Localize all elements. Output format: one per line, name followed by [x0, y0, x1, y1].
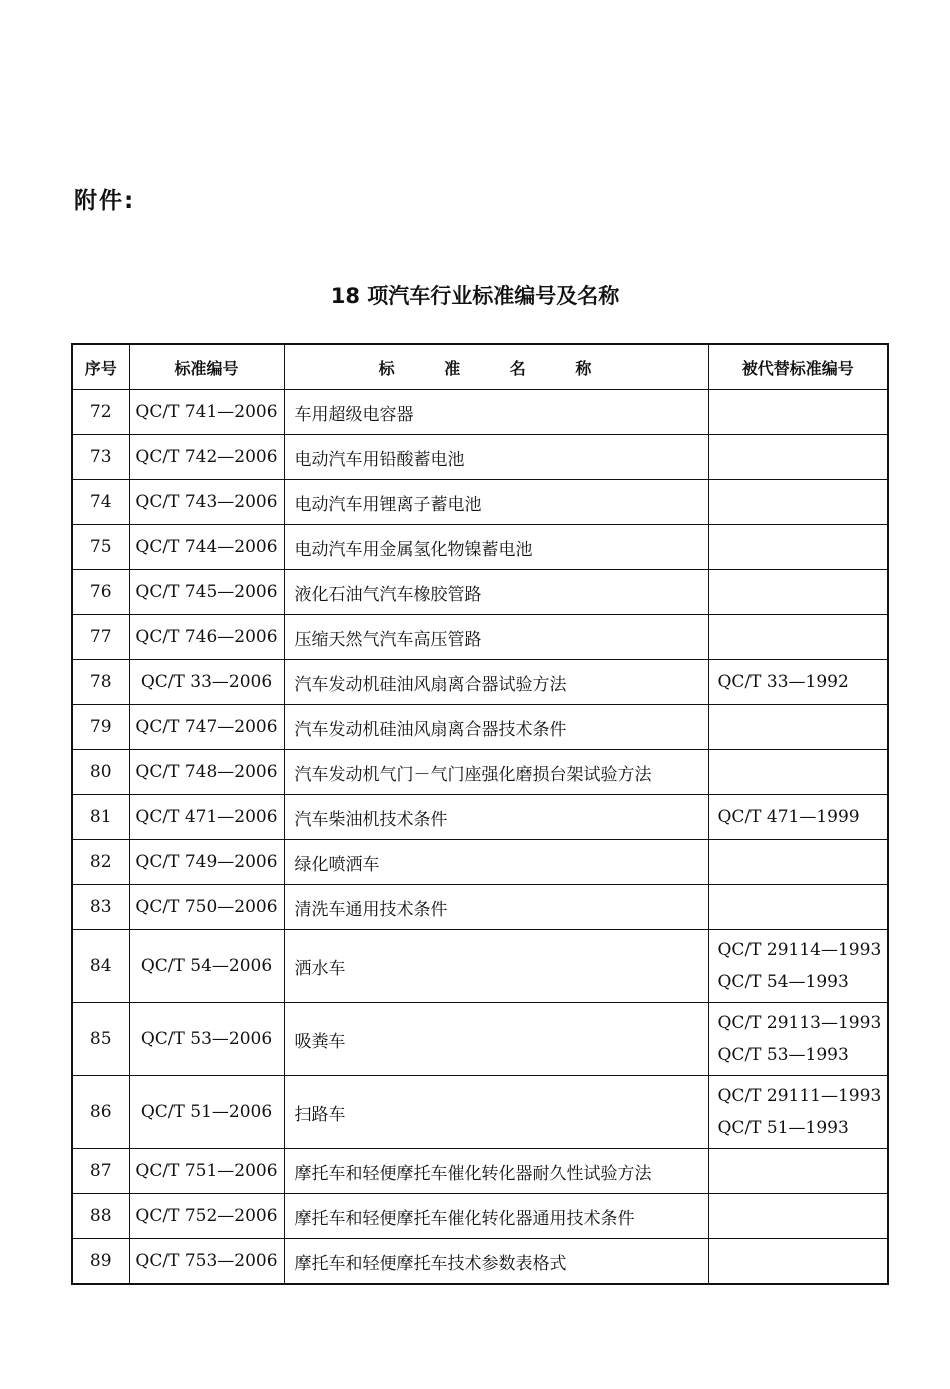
- replaced-code: QC/T 471—1999: [717, 807, 860, 827]
- standard-code-cell: QC/T 751—2006: [129, 1149, 284, 1194]
- serial-number-cell: 78: [72, 660, 129, 705]
- serial-number-cell: 77: [72, 615, 129, 660]
- standards-table: [71, 343, 889, 1285]
- standard-name-cell: 洒水车: [284, 930, 708, 1003]
- serial-number-cell: 73: [72, 435, 129, 480]
- replaced-code-cell: [708, 1149, 888, 1194]
- serial-number-cell: 75: [72, 525, 129, 570]
- serial-number-cell: 82: [72, 840, 129, 885]
- standard-code-cell: QC/T 741—2006: [129, 390, 284, 435]
- standard-name-cell: 汽车柴油机技术条件: [284, 795, 708, 840]
- table-row: [72, 930, 888, 1003]
- table-body: [72, 390, 888, 1285]
- table-row: [72, 1239, 888, 1285]
- table-row: [72, 570, 888, 615]
- table-row: [72, 660, 888, 705]
- replaced-code: QC/T 54—1993: [717, 972, 849, 992]
- serial-number-cell: 76: [72, 570, 129, 615]
- standard-name-cell: 绿化喷洒车: [284, 840, 708, 885]
- replaced-code-cell: [708, 660, 888, 705]
- serial-number-cell: 87: [72, 1149, 129, 1194]
- table-header-row: [72, 344, 888, 390]
- standard-name-cell: 扫路车: [284, 1076, 708, 1149]
- table-row: [72, 840, 888, 885]
- standard-code-cell: QC/T 471—2006: [129, 795, 284, 840]
- standard-name-cell: 汽车发动机硅油风扇离合器技术条件: [284, 705, 708, 750]
- document-title: 18 项汽车行业标准编号及名称: [330, 284, 620, 308]
- serial-number-cell: 79: [72, 705, 129, 750]
- standard-code-cell: QC/T 753—2006: [129, 1239, 284, 1285]
- table-row: [72, 750, 888, 795]
- header-replaced-code: 被代替标准编号: [708, 344, 888, 390]
- standard-name-cell: 车用超级电容器: [284, 390, 708, 435]
- header-standard-code: 标准编号: [129, 344, 284, 390]
- table-row: [72, 390, 888, 435]
- standard-code-cell: QC/T 53—2006: [129, 1003, 284, 1076]
- replaced-code-cell: [708, 1239, 888, 1285]
- standard-code-cell: QC/T 746—2006: [129, 615, 284, 660]
- replaced-code: QC/T 29113—1993: [717, 1013, 882, 1033]
- standard-name-cell: 汽车发动机硅油风扇离合器试验方法: [284, 660, 708, 705]
- replaced-code-cell: [708, 615, 888, 660]
- header-serial-number: 序号: [72, 344, 129, 390]
- table-row: [72, 1149, 888, 1194]
- standard-code-cell: QC/T 749—2006: [129, 840, 284, 885]
- standard-code-cell: QC/T 743—2006: [129, 480, 284, 525]
- standard-code-cell: QC/T 744—2006: [129, 525, 284, 570]
- replaced-code-cell: [708, 705, 888, 750]
- standard-code-cell: QC/T 750—2006: [129, 885, 284, 930]
- header-standard-name: 标 准 名 称: [284, 344, 708, 390]
- replaced-code: QC/T 53—1993: [717, 1045, 849, 1065]
- table-row: [72, 885, 888, 930]
- standard-code-cell: QC/T 33—2006: [129, 660, 284, 705]
- replaced-code-cell: [708, 390, 888, 435]
- standard-code-cell: QC/T 742—2006: [129, 435, 284, 480]
- replaced-code-cell: [708, 930, 888, 1003]
- serial-number-cell: 86: [72, 1076, 129, 1149]
- standard-name-cell: 摩托车和轻便摩托车催化转化器通用技术条件: [284, 1194, 708, 1239]
- table-row: [72, 1076, 888, 1149]
- table-row: [72, 1003, 888, 1076]
- table-row: [72, 480, 888, 525]
- replaced-code-cell: [708, 570, 888, 615]
- replaced-code-cell: [708, 795, 888, 840]
- replaced-code-cell: [708, 1076, 888, 1149]
- replaced-code-cell: [708, 1003, 888, 1076]
- standard-code-cell: QC/T 51—2006: [129, 1076, 284, 1149]
- serial-number-cell: 72: [72, 390, 129, 435]
- attachment-label: 附件:: [74, 188, 136, 214]
- serial-number-cell: 83: [72, 885, 129, 930]
- replaced-code-cell: [708, 1194, 888, 1239]
- table-row: [72, 525, 888, 570]
- replaced-code: QC/T 29111—1993: [717, 1086, 882, 1106]
- serial-number-cell: 88: [72, 1194, 129, 1239]
- standard-name-cell: 吸粪车: [284, 1003, 708, 1076]
- standard-name-cell: 摩托车和轻便摩托车技术参数表格式: [284, 1239, 708, 1285]
- serial-number-cell: 85: [72, 1003, 129, 1076]
- replaced-code-cell: [708, 840, 888, 885]
- replaced-code: QC/T 51—1993: [717, 1118, 849, 1138]
- replaced-code-cell: [708, 885, 888, 930]
- table-row: [72, 795, 888, 840]
- replaced-code-cell: [708, 750, 888, 795]
- standard-code-cell: QC/T 745—2006: [129, 570, 284, 615]
- serial-number-cell: 89: [72, 1239, 129, 1285]
- standard-name-cell: 汽车发动机气门－气门座强化磨损台架试验方法: [284, 750, 708, 795]
- serial-number-cell: 80: [72, 750, 129, 795]
- table-row: [72, 705, 888, 750]
- serial-number-cell: 81: [72, 795, 129, 840]
- standard-name-cell: 电动汽车用铅酸蓄电池: [284, 435, 708, 480]
- standard-name-cell: 电动汽车用锂离子蓄电池: [284, 480, 708, 525]
- replaced-code-cell: [708, 525, 888, 570]
- standard-name-cell: 液化石油气汽车橡胶管路: [284, 570, 708, 615]
- standard-name-cell: 摩托车和轻便摩托车催化转化器耐久性试验方法: [284, 1149, 708, 1194]
- standard-code-cell: QC/T 54—2006: [129, 930, 284, 1003]
- table-row: [72, 1194, 888, 1239]
- replaced-code: QC/T 33—1992: [717, 672, 849, 692]
- standard-name-cell: 压缩天然气汽车高压管路: [284, 615, 708, 660]
- replaced-code: QC/T 29114—1993: [717, 940, 882, 960]
- standard-code-cell: QC/T 748—2006: [129, 750, 284, 795]
- standard-name-cell: 清洗车通用技术条件: [284, 885, 708, 930]
- serial-number-cell: 84: [72, 930, 129, 1003]
- standard-name-cell: 电动汽车用金属氢化物镍蓄电池: [284, 525, 708, 570]
- standard-code-cell: QC/T 752—2006: [129, 1194, 284, 1239]
- table-row: [72, 615, 888, 660]
- replaced-code-cell: [708, 435, 888, 480]
- standard-code-cell: QC/T 747—2006: [129, 705, 284, 750]
- table-row: [72, 435, 888, 480]
- serial-number-cell: 74: [72, 480, 129, 525]
- replaced-code-cell: [708, 480, 888, 525]
